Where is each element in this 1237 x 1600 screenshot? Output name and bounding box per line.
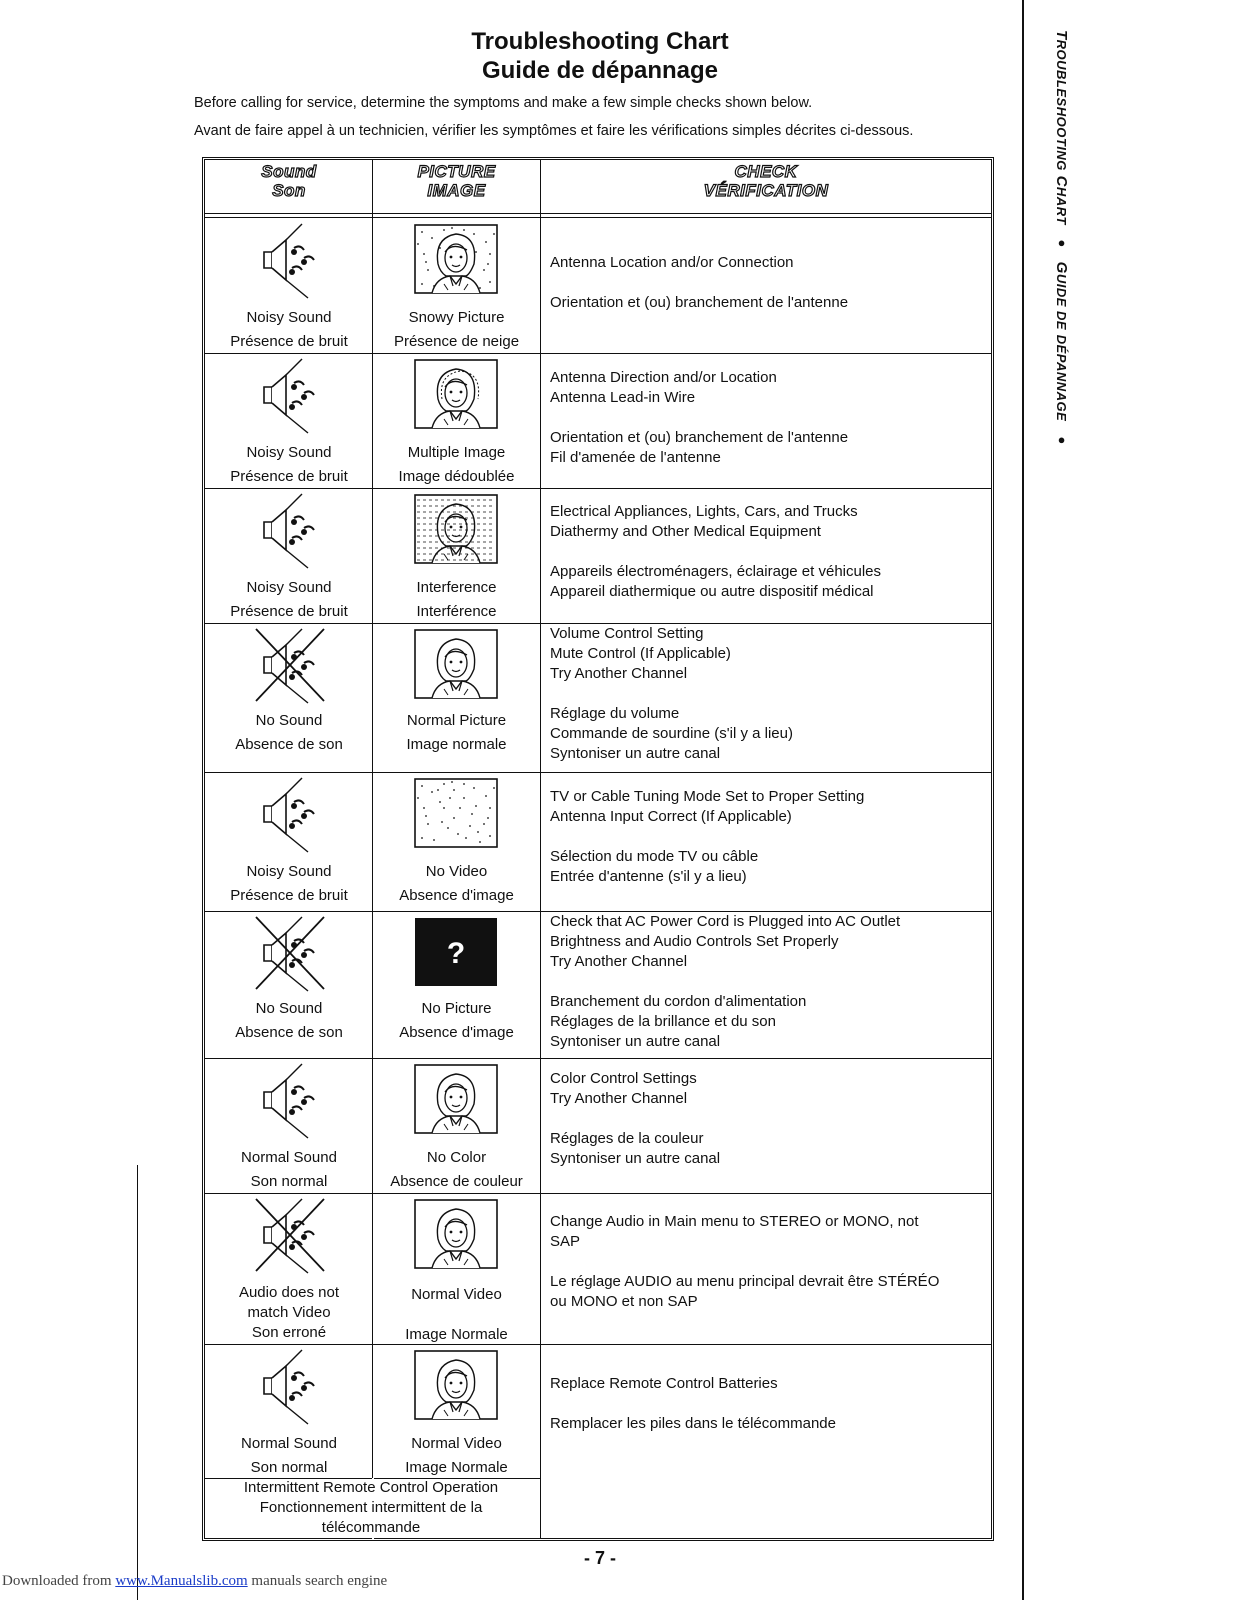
sound-label-line: Son normal [250,1173,328,1190]
svg-text:?: ? [446,937,466,970]
picture-label-line: Absence de couleur [390,1173,523,1190]
picture-label-line: Normal Video [411,1435,502,1452]
intro-french: Avant de faire appel à un technicien, vérifier les symptômes et faire les vérifications simples décrites ci-dessous. [194,123,914,139]
check-line-fr: Sélection du mode TV ou câble [550,848,759,865]
check-line-en: Try Another Channel [550,1090,688,1107]
page-subtitle: Guide de dépannage [481,57,719,84]
sound-label-line: Présence de bruit [230,333,348,350]
margin-line [137,1165,138,1600]
manualslib-link[interactable]: www.Manualslib.com [115,1573,248,1589]
sound-label-line: No Sound [255,712,323,729]
check-line-en: Brightness and Audio Controls Set Properly [550,933,839,950]
check-line-fr: Branchement du cordon d'alimentation [550,993,807,1010]
sound-label-line: Noisy Sound [246,579,332,596]
question-tv-icon [414,917,498,992]
side-divider [1022,0,1024,1600]
row-divider [205,353,991,354]
check-line-en: Check that AC Power Cord is Plugged into AC Outlet [550,913,901,930]
sound-label-line: match Video [247,1304,331,1321]
check-line-fr: Commande de sourdine (s'il y a lieu) [550,725,793,742]
check-text [550,253,990,313]
ghost-face-tv-icon [414,359,498,434]
check-line-fr: Réglages de la brillance et du son [550,1013,776,1030]
picture-label [373,306,540,354]
sound-label-line: Absence de son [235,1024,343,1041]
picture-label-line: Absence d'image [399,887,514,904]
picture-label-line: Normal Picture [406,712,507,729]
sound-label-line: Audio does not [238,1284,340,1301]
speaker-icon [250,355,330,440]
face-tv-icon [414,1199,498,1274]
page-title: Troubleshooting Chart [471,28,729,55]
check-line-en: Mute Control (If Applicable) [550,645,731,662]
speaker-icon [250,1346,330,1431]
picture-label [373,1146,540,1194]
static-tv-icon [414,778,498,853]
check-line-en: Antenna Location and/or Connection [550,254,794,271]
check-line-en: Volume Control Setting [550,625,704,642]
check-text [550,1374,990,1434]
header-divider [205,213,991,218]
sound-label-line: Normal Sound [241,1149,337,1166]
picture-label-line: Image Normale [405,1459,508,1476]
picture-label [373,860,540,908]
check-text [550,787,990,887]
check-line-fr: Syntoniser un autre canal [550,745,721,762]
picture-label [373,997,540,1045]
picture-label [373,441,540,489]
speaker-icon [250,774,330,859]
check-line-fr: Réglages de la couleur [550,1130,704,1147]
face-tv-icon [414,1350,498,1425]
sound-label [206,441,372,489]
picture-label-line: Multiple Image [407,444,506,461]
sound-label-line: Présence de bruit [230,468,348,485]
row-divider [205,1193,991,1194]
footnote: Intermittent Remote Control Operation Fonctionnement intermittent de la télécommande [243,1479,499,1536]
sound-label [206,860,372,908]
picture-label-line: Présence de neige [393,333,520,350]
sound-label-line: Noisy Sound [246,863,332,880]
picture-label-line: Image normale [406,736,507,753]
speaker-icon [250,220,330,305]
check-text [550,1212,990,1312]
row-divider [205,488,991,489]
column-divider [540,160,541,1538]
check-line-en: TV or Cable Tuning Mode Set to Proper Setting [550,788,865,805]
check-line-fr: Appareils électroménagers, éclairage et véhicules [550,563,882,580]
check-line-fr: Entrée d'antenne (s'il y a lieu) [550,868,747,885]
picture-label [373,576,540,624]
picture-label [373,1432,540,1480]
download-footer: Downloaded from www.Manualslib.com manuals search engine [2,1573,388,1589]
row-divider [205,1344,991,1345]
picture-label-line: Image dédoublée [398,468,515,485]
face-tv-icon [414,1064,498,1139]
face-tv-icon [414,629,498,704]
sound-label-line: Présence de bruit [230,887,348,904]
sound-label-line: Présence de bruit [230,603,348,620]
header-sound: Sound Son [261,162,317,200]
no-sound-icon [250,913,330,998]
check-line-en: Color Control Settings [550,1070,697,1087]
page-number: - 7 - [583,1548,616,1568]
no-sound-icon [250,625,330,710]
check-line-fr: Appareil diathermique ou autre dispositif médical [550,583,874,600]
speaker-icon [250,490,330,575]
check-text [550,912,990,1052]
picture-label-line: No Color [426,1149,487,1166]
sound-label [206,1432,372,1480]
sound-label-line: Normal Sound [241,1435,337,1452]
check-text [550,368,990,468]
sound-label-line: Noisy Sound [246,309,332,326]
sound-label [206,1146,372,1194]
check-line-en: Replace Remote Control Batteries [550,1375,778,1392]
interference-face-tv-icon [414,494,498,569]
sound-label [206,709,372,757]
check-line-en: Antenna Input Correct (If Applicable) [550,808,792,825]
check-text [550,624,990,764]
check-line-fr: Syntoniser un autre canal [550,1150,721,1167]
snowy-face-tv-icon [414,224,498,299]
sound-label [206,1283,372,1343]
sound-label-line: Absence de son [235,736,343,753]
header-picture: PICTURE IMAGE [417,162,496,200]
picture-label-line: Snowy Picture [408,309,505,326]
picture-label-line: Normal Video [411,1286,502,1303]
picture-label-line: No Video [425,863,488,880]
check-line-en: SAP [550,1233,581,1250]
check-line-fr: Réglage du volume [550,705,680,722]
picture-label-line: Interference [416,579,497,596]
sound-label [206,997,372,1045]
picture-label-line: Interférence [416,603,497,620]
check-line-fr: Syntoniser un autre canal [550,1033,721,1050]
check-line-fr: Fil d'amenée de l'antenne [550,449,721,466]
check-line-fr: ou MONO et non SAP [550,1293,698,1310]
side-tab-label: TROUBLESHOOTING CHART ● GUIDE DE DÉPANNAGE ● [1053,30,1070,448]
header-check: CHECK VÉRIFICATION [703,162,829,200]
check-line-en: Diathermy and Other Medical Equipment [550,523,821,540]
picture-label-line: Absence d'image [399,1024,514,1041]
check-line-en: Try Another Channel [550,665,688,682]
picture-label-line: No Picture [421,1000,492,1017]
sound-label [206,576,372,624]
check-line-fr: Remplacer les piles dans le télécommande [550,1415,836,1432]
picture-label-line: Image Normale [405,1326,508,1343]
check-line-en: Antenna Direction and/or Location [550,369,777,386]
sound-label-line: Noisy Sound [246,444,332,461]
check-text [550,502,990,602]
row-divider [205,772,991,773]
intro-english: Before calling for service, determine the symptoms and make a few simple checks shown below. [194,95,813,111]
sound-label-line: Son normal [250,1459,328,1476]
check-line-en: Change Audio in Main menu to STEREO or MONO, not [550,1213,919,1230]
sound-label [206,306,372,354]
check-text [550,1069,990,1169]
check-line-fr: Orientation et (ou) branchement de l'antenne [550,294,849,311]
row-divider [205,1058,991,1059]
sound-label-line: Son erroné [251,1324,327,1341]
speaker-icon [250,1060,330,1145]
check-line-fr: Le réglage AUDIO au menu principal devrait être STÉRÉO [550,1273,940,1290]
check-line-fr: Orientation et (ou) branchement de l'antenne [550,429,849,446]
check-line-en: Try Another Channel [550,953,688,970]
picture-label [373,709,540,757]
check-line-en: Antenna Lead-in Wire [550,389,696,406]
sound-label-line: No Sound [255,1000,323,1017]
check-line-en: Electrical Appliances, Lights, Cars, and Trucks [550,503,858,520]
picture-label [373,1283,540,1347]
no-sound-icon [250,1195,330,1280]
